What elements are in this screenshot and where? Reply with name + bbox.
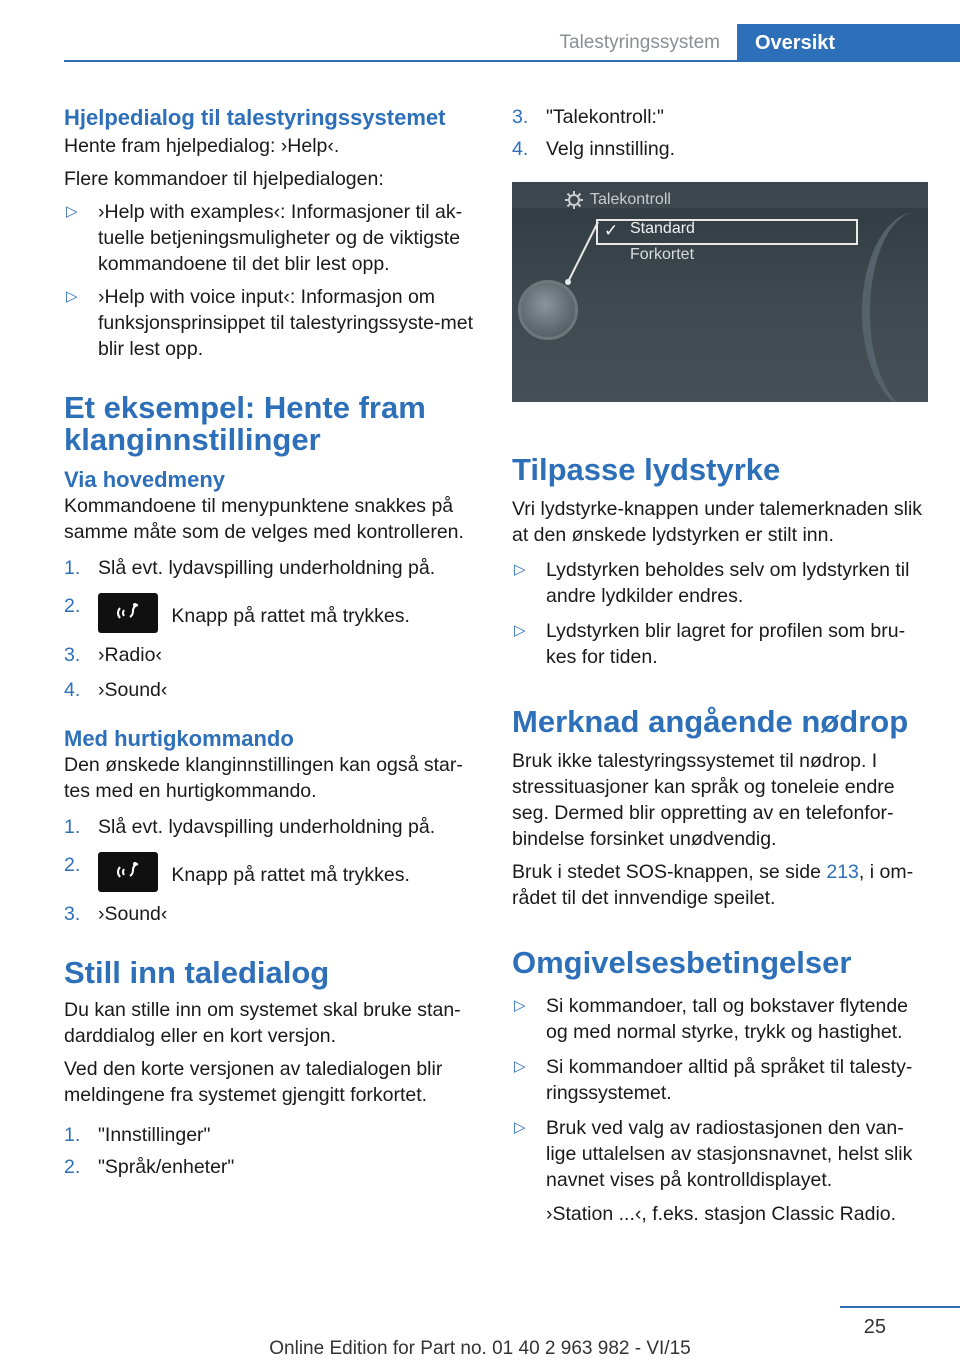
list-item: 2. Knapp på rattet må trykkes. bbox=[64, 852, 480, 892]
chapter-tab: Oversikt bbox=[737, 24, 960, 62]
triangle-bullet-icon: ▷ bbox=[66, 288, 78, 305]
triangle-bullet-icon: ▷ bbox=[514, 1119, 526, 1136]
list-item: ▷ Lydstyrken beholdes selv om lydstyrken til andre lydkilder endres. bbox=[514, 559, 910, 607]
paragraph: Den ønskede klanginnstillingen kan også star-tes med en hurtigkommando. bbox=[64, 754, 463, 802]
triangle-bullet-icon: ▷ bbox=[514, 561, 526, 578]
right-column bbox=[512, 104, 928, 1227]
paragraph: Bruk ikke talestyringssystemet til nødrop. I stressituasjoner kan språk og toneleie endre seg. Dermed blir oppretting av en telefonfor-bindelse forsinket unødvendig. bbox=[512, 750, 895, 850]
triangle-bullet-icon: ▷ bbox=[66, 203, 78, 220]
footer-rule bbox=[840, 1306, 960, 1308]
triangle-bullet-icon: ▷ bbox=[514, 622, 526, 639]
list-item: 4. Velg innstilling. bbox=[512, 138, 675, 160]
paragraph: Du kan stille inn om systemet skal bruke stan-darddialog eller en kort versjon. bbox=[64, 999, 461, 1047]
heading-quick-command: Med hurtigkommando bbox=[64, 726, 294, 751]
paragraph: Ved den korte versjonen av taledialogen blir meldingene fra systemet gjengitt forkortet. bbox=[64, 1058, 443, 1106]
list-item: 4. ›Sound‹ bbox=[64, 679, 168, 701]
heading-emergency: Merknad angående nødrop bbox=[512, 704, 909, 739]
list-item: ▷ Lydstyrken blir lagret for profilen som bru-kes for tiden. bbox=[514, 620, 906, 668]
list-item: 1. Slå evt. lydavspilling underholdning på. bbox=[64, 816, 436, 838]
list-item: ▷ Si kommandoer, tall og bokstaver flytende og med normal styrke, trykk og hastighet. bbox=[514, 995, 909, 1043]
page-number: 25 bbox=[863, 1316, 886, 1338]
triangle-bullet-icon: ▷ bbox=[514, 1058, 526, 1075]
list-item: ▷ Bruk ved valg av radiostasjonen den van-lige uttalelsen av stasjonsnavnet, helst slik navnet vises på kontrolldisplayet. bbox=[514, 1117, 913, 1191]
triangle-bullet-icon: ▷ bbox=[514, 997, 526, 1014]
pointer-line bbox=[512, 182, 928, 402]
left-column bbox=[64, 104, 480, 1180]
list-item: ▷ Si kommandoer alltid på språket til talesty-ringssystemet. bbox=[514, 1056, 913, 1104]
list-item: 1. Slå evt. lydavspilling underholdning på. bbox=[64, 557, 436, 579]
list-item: 2. Knapp på rattet må trykkes. bbox=[64, 593, 480, 633]
header-rule bbox=[64, 60, 960, 62]
paragraph: Hente fram hjelpedialog: ›Help‹. bbox=[64, 135, 340, 157]
check-icon: ✓ bbox=[604, 221, 619, 240]
section-title: Talestyringssystem bbox=[559, 32, 720, 53]
heading-voice-dialog: Still inn taledialog bbox=[64, 955, 330, 990]
page-link[interactable]: 213 bbox=[826, 861, 859, 883]
paragraph: ›Station ...‹, f.eks. stasjon Classic Radio. bbox=[546, 1203, 897, 1225]
option-short: Forkortet bbox=[630, 246, 695, 263]
heading-main-menu: Via hovedmeny bbox=[64, 467, 225, 492]
voice-command-button-icon bbox=[98, 852, 158, 892]
list-item: 3. ›Radio‹ bbox=[64, 644, 162, 666]
list-item: 1. "Innstillinger" bbox=[64, 1124, 211, 1146]
paragraph: Vri lydstyrke-knappen under talemerknaden slik at den ønskede lydstyrken er stilt inn. bbox=[512, 498, 923, 546]
heading-help-dialog: Hjelpedialog til talestyringssystemet bbox=[64, 105, 446, 130]
screenshot-figure bbox=[512, 182, 928, 402]
list-item: 3. ›Sound‹ bbox=[64, 903, 168, 925]
list-item: ▷ ›Help with examples‹: Informasjoner til ak-tuelle betjeningsmuligheter og de viktigste kommandoene til det blir lest opp. bbox=[66, 201, 463, 275]
list-item: 3. "Talekontroll:" bbox=[512, 106, 664, 128]
option-standard: Standard bbox=[630, 220, 695, 237]
heading-example: Et eksempel: Hente fram klanginnstillinger bbox=[64, 390, 426, 457]
controller-knob-icon bbox=[518, 280, 578, 340]
paragraph: Bruk i stedet SOS-knappen, se side 213, i om-rådet til det innvendige speilet. bbox=[512, 861, 914, 909]
paragraph: Kommandoene til menypunktene snakkes på samme måte som de velges med kontrolleren. bbox=[64, 495, 464, 543]
paragraph: Flere kommandoer til hjelpedialogen: bbox=[64, 168, 384, 190]
list-item: 2. "Språk/enheter" bbox=[64, 1156, 235, 1178]
figure-title: Talekontroll bbox=[590, 191, 671, 208]
footer-edition: Online Edition for Part no. 01 40 2 963 982 - VI/15 bbox=[269, 1338, 691, 1359]
list-item: ▷ ›Help with voice input‹: Informasjon om funksjonsprinsippet til talestyringssyste-met blir lest opp. bbox=[66, 286, 473, 360]
heading-volume: Tilpasse lydstyrke bbox=[512, 452, 781, 487]
voice-command-button-icon bbox=[98, 593, 158, 633]
heading-environment: Omgivelsesbetingelser bbox=[512, 945, 852, 980]
